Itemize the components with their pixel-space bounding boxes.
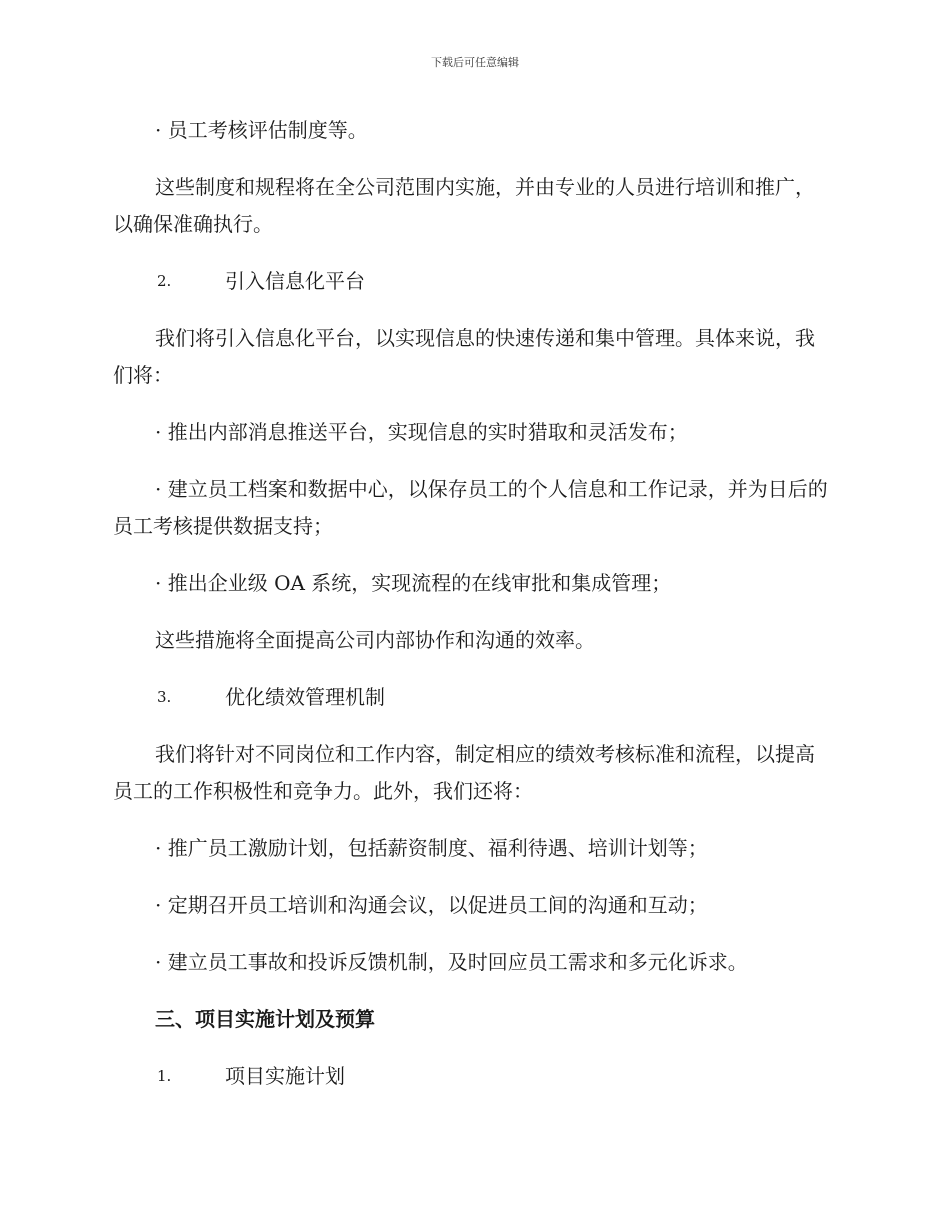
page-header: 下载后可任意编辑 bbox=[431, 56, 519, 69]
heading-title: 项目实施计划 bbox=[225, 1064, 345, 1088]
numbered-heading-1 bbox=[113, 1058, 833, 1095]
bullet-paragraph: · 建立员工档案和数据中心，以保存员工的个人信息和工作记录，并为日后的员工考核提供数据支持； bbox=[113, 477, 828, 538]
heading-number: 1. bbox=[157, 1067, 172, 1085]
bullet-paragraph: · 推出内部消息推送平台，实现信息的实时猎取和灵活发布； bbox=[155, 420, 688, 444]
body-paragraph: 这些措施将全面提高公司内部协作和沟通的效率。 bbox=[155, 628, 595, 652]
body-paragraph: 我们将针对不同岗位和工作内容，制定相应的绩效考核标准和流程，以提高员工的工作积极性和竞争力。此外，我们还将： bbox=[113, 742, 815, 803]
bullet-paragraph: · 推出企业级 OA 系统，实现流程的在线审批和集成管理； bbox=[155, 571, 672, 595]
numbered-heading-3 bbox=[113, 679, 833, 716]
document-body bbox=[113, 112, 833, 1115]
heading-title: 优化绩效管理机制 bbox=[225, 685, 385, 709]
bullet-paragraph: · 推广员工激励计划，包括薪资制度、福利待遇、培训计划等； bbox=[155, 836, 708, 860]
bullet-paragraph: · 员工考核评估制度等。 bbox=[155, 118, 368, 142]
bullet-paragraph: · 定期召开员工培训和沟通会议，以促进员工间的沟通和互动； bbox=[155, 893, 708, 917]
bullet-paragraph: · 建立员工事故和投诉反馈机制，及时回应员工需求和多元化诉求。 bbox=[155, 950, 748, 974]
heading-title: 引入信息化平台 bbox=[225, 269, 365, 293]
body-paragraph: 我们将引入信息化平台，以实现信息的快速传递和集中管理。具体来说，我们将： bbox=[113, 326, 815, 387]
heading-number: 3. bbox=[157, 688, 172, 706]
section-heading: 三、项目实施计划及预算 bbox=[155, 1007, 375, 1031]
numbered-heading-2 bbox=[113, 263, 833, 300]
heading-number: 2. bbox=[157, 272, 172, 290]
body-paragraph: 这些制度和规程将在全公司范围内实施，并由专业的人员进行培训和推广，以确保准确执行。 bbox=[113, 175, 815, 236]
